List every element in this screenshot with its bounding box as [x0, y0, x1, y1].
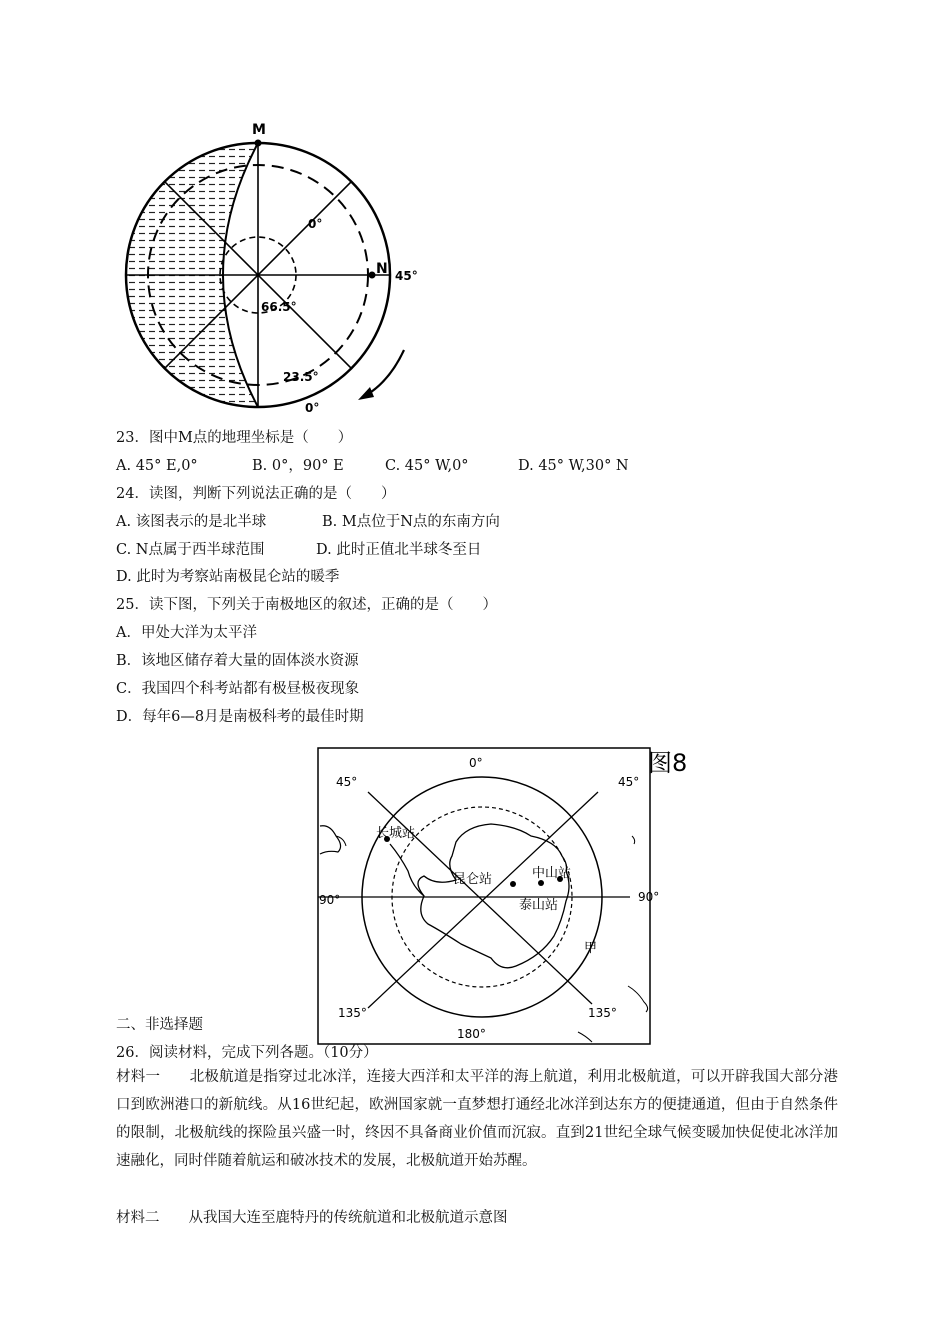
q24-stem: 24．读图，判断下列说法正确的是（ ）: [116, 486, 396, 502]
q24-option-d2[interactable]: D. 此时为考察站南极昆仑站的暖季: [116, 569, 340, 585]
label-45-right: 45°: [618, 775, 640, 789]
q23-option-d[interactable]: D. 45° W,30° N: [518, 458, 629, 474]
label-45: 45°: [395, 269, 418, 283]
rotation-arrow: [368, 350, 404, 394]
label-n: N: [376, 261, 388, 277]
q23-option-b[interactable]: B. 0°，90° E: [252, 458, 344, 474]
label-0-inner: 0°: [308, 217, 323, 231]
q25-stem: 25．读下图，下列关于南极地区的叙述，正确的是（ ）: [116, 597, 497, 613]
section-2-heading: 二、非选择题: [116, 1017, 203, 1033]
q26-material-2: 材料二 从我国大连至鹿特丹的传统航道和北极航道示意图: [116, 1210, 508, 1226]
label-jia: 甲: [584, 941, 598, 956]
q23-stem: 23．图中M点的地理坐标是（ ）: [116, 430, 353, 446]
q25-option-c[interactable]: C．我国四个科考站都有极昼极夜现象: [116, 681, 360, 697]
label-0: 0°: [469, 756, 483, 770]
q24-option-d[interactable]: D. 此时正值北半球冬至日: [316, 542, 482, 558]
label-kunlun: 昆仑站: [453, 872, 493, 887]
q24-option-c[interactable]: C. N点属于西半球范围: [116, 542, 265, 558]
q23-option-a[interactable]: A. 45° E,0°: [116, 458, 198, 474]
q25-option-b[interactable]: B．该地区储存着大量的固体淡水资源: [116, 653, 359, 669]
q26-stem: 26．阅读材料，完成下列各题。（10分）: [116, 1045, 378, 1061]
label-66-5: 66.5°: [261, 300, 297, 314]
q25-option-a[interactable]: A．甲处大洋为太平洋: [116, 625, 257, 641]
q24-options-row2: [116, 540, 481, 560]
label-180: 180°: [457, 1027, 486, 1041]
label-m: M: [252, 122, 266, 138]
q24-option-b[interactable]: B. M点位于N点的东南方向: [322, 514, 500, 530]
q23-options: [116, 456, 629, 476]
q24-option-a[interactable]: A. 该图表示的是北半球: [116, 514, 267, 530]
point-n: [369, 272, 376, 279]
q23-option-c[interactable]: C. 45° W,0°: [385, 458, 469, 474]
label-90-right: 90°: [638, 890, 660, 904]
label-taishan: 泰山站: [519, 898, 559, 913]
q26-material-1: 材料一 北极航道是指穿过北冰洋，连接大西洋和太平洋的海上航道，利用北极航道，可以开辟我国大部分港口到欧洲港口的新航线。从16世纪起，欧洲国家就一直梦想打通经北冰洋到达东方的便捷通道，但由于自然条件的限制，北极航线的探险虽兴盛一时，终因不具备商业价值而沉寂。直到21世纪全球气候变暖加快促使北冰洋加速融化，同时伴随着航运和破冰技术的发展，北极航道开始苏醒。: [116, 1069, 838, 1169]
label-135-right: 135°: [588, 1006, 617, 1020]
antarctica-map: [316, 746, 660, 1046]
label-zhongshan: 中山站: [532, 866, 572, 881]
label-changcheng: 长城站: [376, 826, 416, 841]
label-135-left: 135°: [338, 1006, 367, 1020]
polar-diagram: [118, 118, 418, 418]
q24-options-row1: [116, 512, 500, 532]
q25-option-d[interactable]: D．每年6—8月是南极科考的最佳时期: [116, 709, 364, 725]
figure-8-title: 图8: [648, 749, 688, 777]
label-0-bottom: 0°: [305, 401, 320, 415]
point-m: [255, 140, 262, 147]
label-90-left: 90°: [319, 893, 341, 907]
label-23-5: 23.5°: [283, 370, 319, 384]
kunlun-station-dot: [510, 881, 516, 887]
label-45-left: 45°: [336, 775, 358, 789]
